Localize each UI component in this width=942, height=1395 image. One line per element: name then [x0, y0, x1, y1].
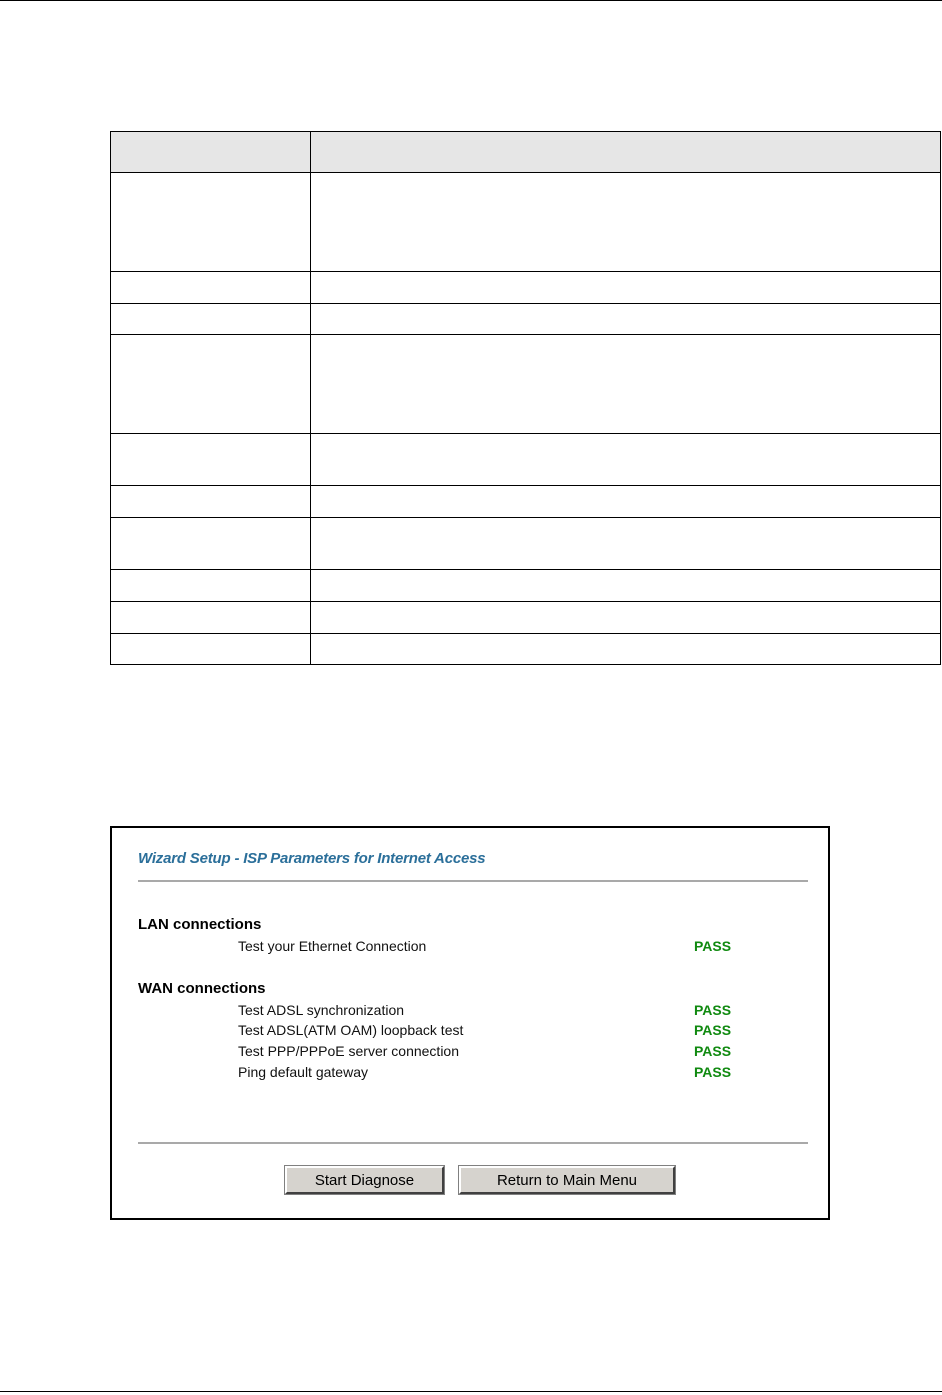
table-cell-label — [111, 272, 311, 304]
table-cell-description — [311, 518, 941, 570]
table-row — [111, 634, 941, 665]
table-row — [111, 272, 941, 304]
table-row — [111, 173, 941, 272]
table-cell-description — [311, 602, 941, 634]
table-cell-label — [111, 486, 311, 518]
lan-section-heading: LAN connections — [138, 916, 262, 933]
test-ping-gateway-result: PASS — [694, 1064, 732, 1080]
page-footer-rule — [0, 1391, 942, 1392]
table-row — [111, 434, 941, 486]
test-ethernet-result: PASS — [694, 938, 732, 954]
test-loopback-label: Test ADSL(ATM OAM) loopback test — [238, 1022, 464, 1038]
table-row — [111, 602, 941, 634]
table-row — [111, 304, 941, 335]
wizard-screenshot-frame — [110, 826, 830, 1220]
table-cell-description — [311, 434, 941, 486]
table-cell-label — [111, 304, 311, 335]
table-cell-label — [111, 173, 311, 272]
start-diagnose-button[interactable]: Start Diagnose — [285, 1166, 444, 1194]
table-row — [111, 570, 941, 602]
wan-section-heading: WAN connections — [138, 980, 266, 997]
button-divider — [138, 1142, 808, 1144]
table-cell-description — [311, 634, 941, 665]
test-ppp-result: PASS — [694, 1043, 732, 1059]
table-row — [111, 335, 941, 434]
page-header-rule — [0, 0, 942, 1]
table-header-label — [111, 132, 311, 173]
field-description-table — [110, 131, 941, 665]
table-cell-label — [111, 518, 311, 570]
table-row — [111, 518, 941, 570]
table-cell-description — [311, 570, 941, 602]
table-cell-description — [311, 173, 941, 272]
test-ppp-label: Test PPP/PPPoE server connection — [238, 1043, 459, 1059]
return-main-menu-button[interactable]: Return to Main Menu — [459, 1166, 675, 1194]
table-cell-label — [111, 335, 311, 434]
test-adsl-sync-label: Test ADSL synchronization — [238, 1002, 405, 1018]
wizard-title: Wizard Setup - ISP Parameters for Internet Access — [138, 850, 486, 867]
title-divider — [138, 880, 808, 882]
table-cell-label — [111, 602, 311, 634]
table-header-description — [311, 132, 941, 173]
table-cell-description — [311, 335, 941, 434]
table-cell-label — [111, 634, 311, 665]
table-cell-label — [111, 434, 311, 486]
test-ping-gateway-label: Ping default gateway — [238, 1064, 368, 1080]
table-cell-description — [311, 304, 941, 335]
table-cell-label — [111, 570, 311, 602]
test-ethernet-label: Test your Ethernet Connection — [238, 938, 427, 954]
table-cell-description — [311, 486, 941, 518]
test-adsl-sync-result: PASS — [694, 1002, 732, 1018]
test-loopback-result: PASS — [694, 1022, 732, 1038]
table-header-row — [111, 132, 941, 173]
table-cell-description — [311, 272, 941, 304]
table-row — [111, 486, 941, 518]
